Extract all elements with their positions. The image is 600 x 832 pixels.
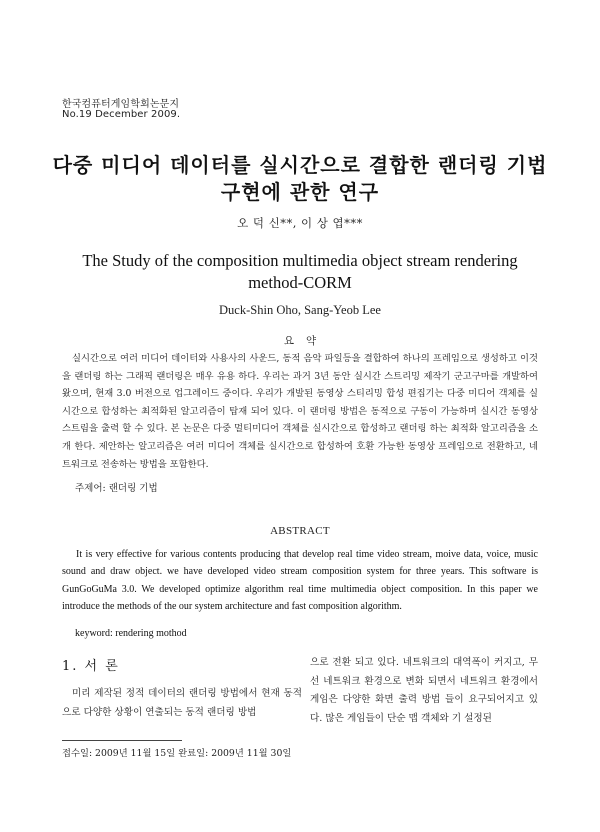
journal-name: 한국컴퓨터게임학회논문지 [62,99,180,110]
english-title-line-2: method-CORM [248,273,352,292]
english-keywords: keyword: rendering mothod [75,628,187,639]
footnote-divider [62,740,182,741]
korean-abstract-body: 실시간으로 여러 미디어 데이터와 사용사의 사운드, 동적 음악 파일등을 결합하여 하나의 프레임으로 생성하고 이것을 랜더링 하는 그래픽 랜더링은 매우 유용 하다. 우리는 과거 3년 동안 실시간 스트리밍 제작기 군고구마를 개발하여 왔으며, 현재 3.0 버전으로 업그레이드 중이다. 우리가 개발된 동영상 스티리밍 합성 편집기는 다중 미디어 객체를 실시간으로 합성하는 최적화된 알고리즘이 탑재 되어 있다. 이 랜더링 방법은 동적으로 구동이 가능하며 실시간 동영상 스트림을 출력 할 수 있다. 본 논문은 다중 멀티미디어 객체를 실시간으로 합성하고 랜더링 하는 최적화 알고리즘을 소개 한다. 제안하는 알고리즘은 여러 미디어 객체를 실시간으로 합성하여 호환 가능한 동영상 프레임으로 전환하고, 네트워크로 전송하는 방법을 포함한다. [62,353,538,470]
korean-authors: 오 덕 신**, 이 상 엽*** [237,216,363,230]
korean-title-line-1: 다중 미디어 데이터를 실시간으로 결합한 랜더링 기법 [52,153,548,177]
korean-keywords: 주제어: 랜더링 기법 [75,483,158,494]
journal-issue: No.19 December 2009. [62,109,181,120]
english-title-line-1: The Study of the composition multimedia object stream rendering [82,251,518,270]
korean-title-line-2: 구현에 관한 연구 [220,180,380,204]
english-abstract-body: It is very effective for various contents producing that develop real time video stream, moive data, voice, music sound and draw object. we have developed video stream composition system for three years. This software is GunGoGuMa 3.0. We developed optimize algorithm real time multimedia object composition. In this paper we introduce the methods of the our system architecture and fast composition algorithm. [62,549,538,613]
english-abstract-heading: ABSTRACT [270,525,330,537]
section-heading-introduction: 1. 서 론 [62,659,120,674]
korean-abstract-heading: 요약 [283,335,329,347]
body-text-right-column: 으로 전환 되고 있다. 네트워크의 대역폭이 커지고, 무선 네트워크 환경으로 변화 되면서 네트워크 환경에서 게임은 다양한 화면 출력 방법 들이 요구되어지고 있다. 많은 게임들이 단순 맵 객체와 기 설정된 [310,657,538,725]
english-authors: Duck-Shin Oho, Sang-Yeob Lee [219,303,381,317]
footnote-received-dates: 접수일: 2009년 11월 15일 완료일: 2009년 11월 30일 [62,748,292,759]
body-text-left-column: 미리 제작된 정적 데이터의 랜더링 방법에서 현재 동적으로 다양한 상황이 연출되는 동적 랜더링 방법 [62,688,302,718]
